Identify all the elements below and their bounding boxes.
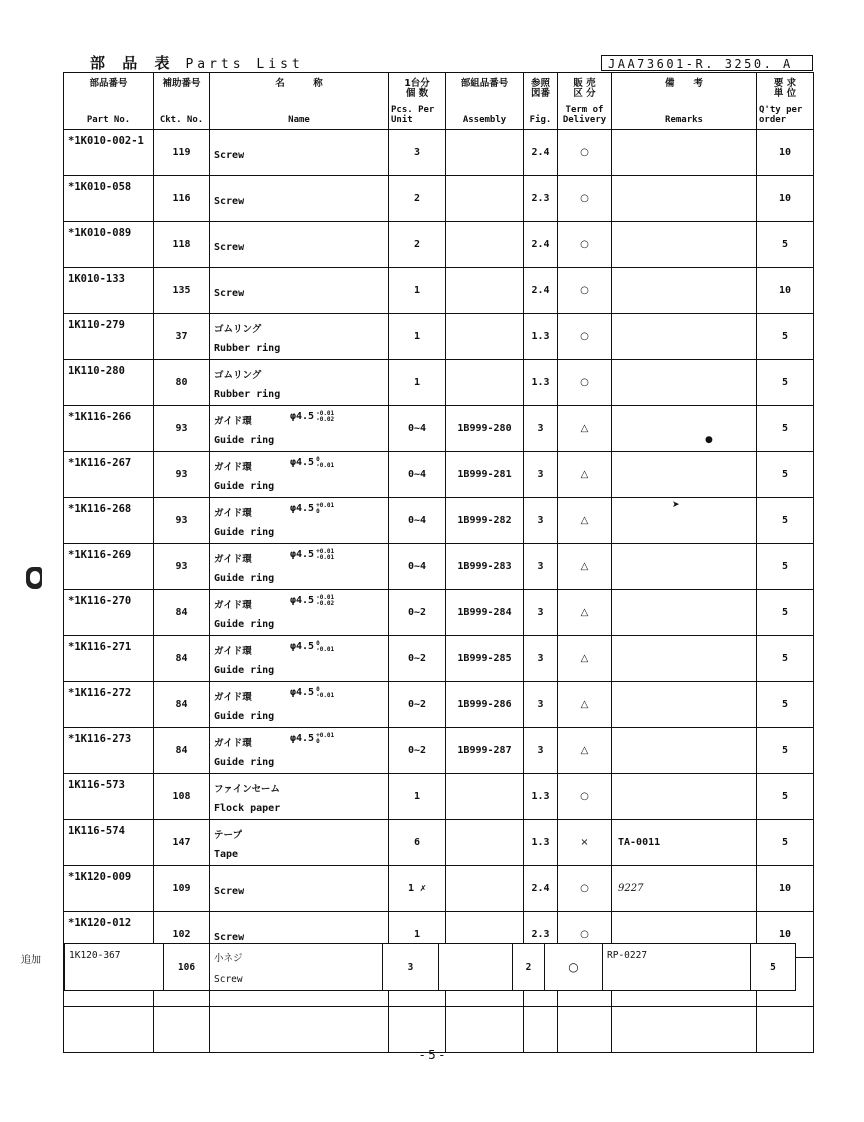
added-fig-cell <box>513 944 545 990</box>
cell-remarks <box>612 360 757 406</box>
cell-term: △ <box>558 406 612 452</box>
title-jp: 部 品 表 <box>90 54 176 72</box>
table-row <box>64 866 814 912</box>
cell-qty: 5 <box>757 774 814 820</box>
cell-part-no: *1K116-272 <box>64 682 154 728</box>
cell-term: ○ <box>558 774 612 820</box>
cell-part-no: 1K110-280 <box>64 360 154 406</box>
name-en: Guide ring <box>214 757 275 768</box>
table-row <box>64 452 814 498</box>
cell-remarks: TA-0011 <box>612 820 757 866</box>
col-part-no: 部品番号 Part No. <box>64 73 154 130</box>
dimension: φ4.5 -0.01 -0.02 <box>290 410 335 423</box>
cell-qty: 5 <box>757 728 814 774</box>
cell-name <box>210 728 389 774</box>
name-jp: ガイド環 <box>214 416 252 427</box>
dimension: φ4.5 0 -0.01 <box>290 686 335 699</box>
table-row <box>64 130 814 176</box>
col-ckt-no: 補助番号 Ckt. No. <box>154 73 210 130</box>
cell-part-no: *1K116-273 <box>64 728 154 774</box>
cell-fig: 2.4 <box>524 222 558 268</box>
cell-fig: 3 <box>524 498 558 544</box>
cell-qty: 5 <box>757 406 814 452</box>
cell-name <box>210 498 389 544</box>
cell-term: △ <box>558 682 612 728</box>
cell-fig: 1.3 <box>524 360 558 406</box>
cell-name <box>210 360 389 406</box>
cell-fig: 2.3 <box>524 176 558 222</box>
cell-name <box>210 820 389 866</box>
added-assembly-cell <box>439 944 513 990</box>
col-assembly: 部組品番号 Assembly <box>446 73 524 130</box>
cell-name <box>210 268 389 314</box>
dimension: φ4.5 +0.01 0 <box>290 502 335 515</box>
added-ckt: 106 <box>177 962 196 973</box>
cell-name <box>210 452 389 498</box>
tolerance: 0 -0.01 <box>316 456 335 469</box>
table-row <box>64 268 814 314</box>
cell-pcs: 1 <box>389 268 446 314</box>
cell-fig: 3 <box>524 636 558 682</box>
cell-name <box>210 222 389 268</box>
parts-table <box>63 72 814 1053</box>
cell-assembly <box>446 820 524 866</box>
cell-remarks: 9227 <box>612 866 757 912</box>
cell-part-no: 1K116-573 <box>64 774 154 820</box>
cell-term: △ <box>558 452 612 498</box>
cell-pcs: 1 <box>389 774 446 820</box>
name-en: Screw <box>214 242 245 253</box>
cell-assembly <box>446 222 524 268</box>
cell-assembly <box>446 314 524 360</box>
cell-ckt-no: 84 <box>154 728 210 774</box>
added-name-cell <box>210 944 383 990</box>
cell-part-no: 1K010-133 <box>64 268 154 314</box>
cell-term: △ <box>558 636 612 682</box>
added-term: ○ <box>568 960 579 974</box>
cell-pcs: 3 <box>389 130 446 176</box>
col-remarks: 備 考 Remarks <box>612 73 757 130</box>
cell-ckt-no: 80 <box>154 360 210 406</box>
cell-fig: 3 <box>524 544 558 590</box>
cell-assembly: 1B999-285 <box>446 636 524 682</box>
dimension: φ4.5 +0.01 0 <box>290 732 335 745</box>
cell-fig: 1.3 <box>524 774 558 820</box>
added-part-no-cell <box>65 944 164 990</box>
cell-qty: 5 <box>757 590 814 636</box>
tolerance: +0.01 0 <box>316 732 335 745</box>
cell-part-no: 1K116-574 <box>64 820 154 866</box>
cell-remarks <box>612 682 757 728</box>
cell-ckt-no: 108 <box>154 774 210 820</box>
col-qty: 要 求 単 位 Q'ty per order <box>757 73 814 130</box>
cell-remarks <box>612 314 757 360</box>
cell-name <box>210 406 389 452</box>
cell-assembly: 1B999-282 <box>446 498 524 544</box>
added-part-no: 1K120-367 <box>69 950 121 961</box>
cell-remarks <box>612 498 757 544</box>
cell-remarks <box>612 590 757 636</box>
name-en: Guide ring <box>214 619 275 630</box>
cell-term: ○ <box>558 314 612 360</box>
cell-fig: 3 <box>524 590 558 636</box>
cell-pcs: 0~4 <box>389 498 446 544</box>
table-row <box>64 774 814 820</box>
table-row <box>64 590 814 636</box>
cell-remarks <box>612 774 757 820</box>
added-ckt-cell <box>164 944 210 990</box>
col-term: 販 売 区 分 Term of Delivery <box>558 73 612 130</box>
name-jp: ガイド環 <box>214 462 252 473</box>
cell-part-no: *1K116-268 <box>64 498 154 544</box>
cell-term: ○ <box>558 268 612 314</box>
cell-pcs: 1 <box>389 360 446 406</box>
cell-remarks <box>612 544 757 590</box>
cell-fig: 2.4 <box>524 130 558 176</box>
scan-stain <box>26 567 42 589</box>
cell-fig: 2.4 <box>524 268 558 314</box>
title-en: Parts List <box>185 57 304 72</box>
cell-qty: 10 <box>757 130 814 176</box>
dimension: φ4.5 +0.01 -0.01 <box>290 548 335 561</box>
table-row <box>64 176 814 222</box>
cell-ckt-no: 93 <box>154 406 210 452</box>
cell-qty: 10 <box>757 912 814 958</box>
cell-fig: 2.4 <box>524 866 558 912</box>
cell-qty: 5 <box>757 222 814 268</box>
cell-fig: 1.3 <box>524 820 558 866</box>
added-row <box>64 943 796 991</box>
name-en: Screw <box>214 886 245 897</box>
cell-remarks <box>612 176 757 222</box>
table-row <box>64 636 814 682</box>
cell-assembly: 1B999-280 <box>446 406 524 452</box>
cell-assembly <box>446 360 524 406</box>
page-title <box>90 52 304 73</box>
cell-pcs: 0~2 <box>389 590 446 636</box>
cell-part-no: *1K120-009 <box>64 866 154 912</box>
cell-qty: 5 <box>757 314 814 360</box>
cell-ckt-no: 147 <box>154 820 210 866</box>
name-en: Screw <box>214 288 245 299</box>
stray-arrow-mark: ➤ <box>672 500 680 510</box>
cell-assembly <box>446 774 524 820</box>
cell-assembly: 1B999-286 <box>446 682 524 728</box>
cell-part-no: *1K010-002-1 <box>64 130 154 176</box>
cell-part-no: *1K116-270 <box>64 590 154 636</box>
cell-name <box>210 866 389 912</box>
cell-ckt-no: 93 <box>154 452 210 498</box>
cell-pcs: 1 <box>389 912 446 958</box>
name-jp: ガイド環 <box>214 738 252 749</box>
added-pcs-cell <box>383 944 439 990</box>
table-empty-row <box>64 1007 814 1053</box>
name-jp: ガイド環 <box>214 692 252 703</box>
cell-ckt-no: 93 <box>154 498 210 544</box>
cell-term: ○ <box>558 866 612 912</box>
cell-assembly <box>446 130 524 176</box>
cell-assembly: 1B999-284 <box>446 590 524 636</box>
cell-name <box>210 130 389 176</box>
cell-name <box>210 774 389 820</box>
name-jp: ガイド環 <box>214 508 252 519</box>
name-jp: ガイド環 <box>214 600 252 611</box>
cell-part-no: *1K010-058 <box>64 176 154 222</box>
cell-name <box>210 314 389 360</box>
cell-term: ○ <box>558 130 612 176</box>
cell-qty: 5 <box>757 452 814 498</box>
cell-pcs: 6 <box>389 820 446 866</box>
cell-assembly <box>446 866 524 912</box>
cell-fig: 3 <box>524 406 558 452</box>
cell-ckt-no: 93 <box>154 544 210 590</box>
name-jp: ゴムリング <box>214 324 262 335</box>
name-en: Screw <box>214 932 245 943</box>
name-en: Flock paper <box>214 803 281 814</box>
cell-remarks <box>612 406 757 452</box>
cell-assembly: 1B999-287 <box>446 728 524 774</box>
added-qty: 5 <box>770 962 776 973</box>
name-en: Guide ring <box>214 527 275 538</box>
cell-term: △ <box>558 590 612 636</box>
name-jp: テープ <box>214 830 243 841</box>
cell-qty: 5 <box>757 360 814 406</box>
name-en: Guide ring <box>214 573 275 584</box>
added-name-jp: 小ネジ <box>214 953 243 964</box>
cell-remarks <box>612 130 757 176</box>
cell-qty: 5 <box>757 636 814 682</box>
cell-ckt-no: 118 <box>154 222 210 268</box>
cell-part-no: *1K116-271 <box>64 636 154 682</box>
table-row <box>64 728 814 774</box>
added-remarks-cell <box>603 944 751 990</box>
cell-term: △ <box>558 544 612 590</box>
dimension: φ4.5 -0.01 -0.02 <box>290 594 335 607</box>
cell-ckt-no: 119 <box>154 130 210 176</box>
cell-qty: 10 <box>757 866 814 912</box>
name-jp: ゴムリング <box>214 370 262 381</box>
cell-qty: 5 <box>757 498 814 544</box>
added-name-en: Screw <box>214 974 243 985</box>
cell-assembly <box>446 176 524 222</box>
cell-assembly <box>446 268 524 314</box>
cell-fig: 3 <box>524 452 558 498</box>
table-row <box>64 544 814 590</box>
cell-fig: 1.3 <box>524 314 558 360</box>
cell-term: △ <box>558 728 612 774</box>
cell-pcs: 0~4 <box>389 544 446 590</box>
cell-name <box>210 544 389 590</box>
cell-ckt-no: 84 <box>154 590 210 636</box>
cell-pcs: 0~2 <box>389 728 446 774</box>
cell-remarks <box>612 452 757 498</box>
cell-qty: 10 <box>757 268 814 314</box>
tolerance: +0.01 -0.01 <box>316 548 335 561</box>
name-en: Rubber ring <box>214 343 281 354</box>
col-pcs: 1台分 個 数 Pcs. Per Unit <box>389 73 446 130</box>
name-en: Rubber ring <box>214 389 281 400</box>
cell-pcs: 1 ✗ <box>389 866 446 912</box>
document-number: JAA73601-R. 3250. A <box>601 55 813 71</box>
tolerance: -0.01 -0.02 <box>316 410 335 423</box>
cell-pcs: 0~4 <box>389 406 446 452</box>
table-row <box>64 222 814 268</box>
dimension: φ4.5 0 -0.01 <box>290 640 335 653</box>
cell-ckt-no: 84 <box>154 636 210 682</box>
added-fig: 2 <box>525 962 532 973</box>
cell-remarks <box>612 268 757 314</box>
cell-term: △ <box>558 498 612 544</box>
name-en: Guide ring <box>214 711 275 722</box>
added-pcs: 3 <box>407 962 414 973</box>
cell-ckt-no: 135 <box>154 268 210 314</box>
cell-assembly: 1B999-281 <box>446 452 524 498</box>
cell-term: ○ <box>558 176 612 222</box>
cell-ckt-no: 116 <box>154 176 210 222</box>
tolerance: -0.01 -0.02 <box>316 594 335 607</box>
name-jp: ガイド環 <box>214 554 252 565</box>
cell-ckt-no: 84 <box>154 682 210 728</box>
cell-part-no: 1K110-279 <box>64 314 154 360</box>
cell-term: ○ <box>558 912 612 958</box>
cell-name <box>210 176 389 222</box>
cell-part-no: *1K116-266 <box>64 406 154 452</box>
added-term-cell <box>545 944 603 990</box>
cell-qty: 10 <box>757 176 814 222</box>
cell-part-no: *1K120-012 <box>64 912 154 958</box>
cell-remarks <box>612 636 757 682</box>
added-qty-cell <box>751 944 795 990</box>
col-name: 名 称 Name <box>210 73 389 130</box>
cell-term: × <box>558 820 612 866</box>
table-header-row <box>64 73 814 130</box>
table-row <box>64 360 814 406</box>
table-row <box>64 820 814 866</box>
cell-pcs: 2 <box>389 176 446 222</box>
name-en: Tape <box>214 849 239 860</box>
name-en: Guide ring <box>214 481 275 492</box>
cell-part-no: *1K010-089 <box>64 222 154 268</box>
cell-pcs: 0~2 <box>389 682 446 728</box>
table-row <box>64 406 814 452</box>
cell-fig: 3 <box>524 682 558 728</box>
cell-part-no: *1K116-267 <box>64 452 154 498</box>
stray-dot-mark: ● <box>705 435 713 445</box>
cell-name <box>210 636 389 682</box>
cell-pcs: 0~4 <box>389 452 446 498</box>
cell-fig: 2.3 <box>524 912 558 958</box>
name-en: Guide ring <box>214 665 275 676</box>
cell-assembly: 1B999-283 <box>446 544 524 590</box>
cell-remarks <box>612 728 757 774</box>
cell-name <box>210 682 389 728</box>
table-row <box>64 314 814 360</box>
cell-qty: 5 <box>757 682 814 728</box>
col-fig: 参照 図番 Fig. <box>524 73 558 130</box>
table-row <box>64 498 814 544</box>
cell-part-no: *1K116-269 <box>64 544 154 590</box>
cell-fig: 3 <box>524 728 558 774</box>
page-number: - 5 - <box>420 1048 444 1062</box>
cell-pcs: 1 <box>389 314 446 360</box>
cell-name <box>210 590 389 636</box>
cell-pcs: 2 <box>389 222 446 268</box>
name-en: Screw <box>214 196 245 207</box>
added-tag: 追加 <box>21 955 41 966</box>
cell-qty: 5 <box>757 544 814 590</box>
added-remarks: RP-0227 <box>607 950 648 961</box>
name-en: Screw <box>214 150 245 161</box>
cell-pcs: 0~2 <box>389 636 446 682</box>
cell-remarks <box>612 222 757 268</box>
cell-term: ○ <box>558 222 612 268</box>
tolerance: 0 -0.01 <box>316 640 335 653</box>
name-jp: ファインセーム <box>214 784 280 795</box>
dimension: φ4.5 0 -0.01 <box>290 456 335 469</box>
cell-qty: 5 <box>757 820 814 866</box>
name-jp: ガイド環 <box>214 646 252 657</box>
name-en: Guide ring <box>214 435 275 446</box>
table-row <box>64 682 814 728</box>
cell-ckt-no: 37 <box>154 314 210 360</box>
cell-ckt-no: 102 <box>154 912 210 958</box>
cell-term: ○ <box>558 360 612 406</box>
tolerance: +0.01 0 <box>316 502 335 515</box>
tolerance: 0 -0.01 <box>316 686 335 699</box>
cell-ckt-no: 109 <box>154 866 210 912</box>
